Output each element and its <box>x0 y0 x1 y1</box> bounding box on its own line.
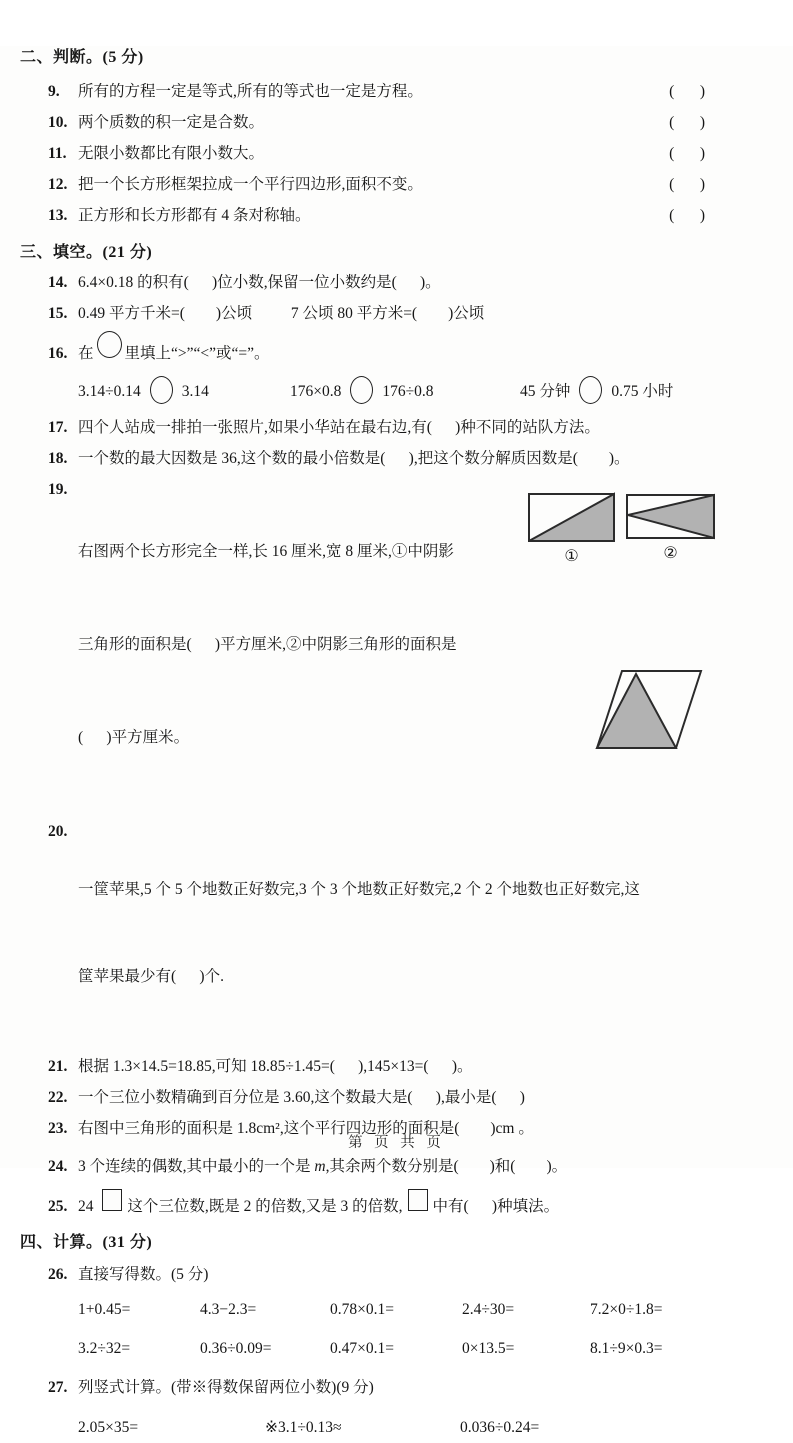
math-expression: 3.2÷32= <box>78 1340 131 1357</box>
question-text-post: 里填上“>”“<”或“=”。 <box>124 345 270 362</box>
square-blank-icon <box>408 1189 428 1211</box>
question-14 <box>48 267 793 298</box>
shaded-triangle <box>628 495 714 538</box>
question-text-post: ,其余两个数分别是( )和( )。 <box>325 1158 568 1175</box>
question-16 <box>48 331 793 370</box>
question-number: 24. <box>48 1158 68 1175</box>
question-12 <box>48 169 793 200</box>
question-text-pre: 3 个连续的偶数,其中最小的一个是 <box>78 1158 315 1175</box>
question-20 <box>48 817 793 1049</box>
question-number: 27. <box>48 1379 68 1396</box>
mental-math-row-1 <box>78 1290 793 1329</box>
question-text <box>78 474 550 815</box>
question-13 <box>48 200 793 231</box>
question-number: 14. <box>48 274 68 291</box>
question-17 <box>48 412 793 443</box>
answer-bracket: ( ) <box>669 176 707 193</box>
question-text: 0.49 平方千米=( )公顷 7 公顷 80 平方米=( )公顷 <box>78 305 485 322</box>
comparison-item <box>290 374 520 410</box>
question-line: ( )平方厘米。 <box>78 729 190 746</box>
rectangle-wedge-diagram <box>626 493 715 539</box>
question-number: 18. <box>48 450 68 467</box>
variable-m: m <box>314 1158 326 1175</box>
question-18 <box>48 443 793 474</box>
compare-right: 0.75 小时 <box>611 383 674 400</box>
exam-paper-page <box>0 46 793 1436</box>
parallelogram-diagram <box>594 666 704 752</box>
square-blank-icon <box>102 1189 122 1211</box>
question-number: 20. <box>48 823 68 840</box>
rectangle-diagonal-diagram <box>528 493 615 542</box>
page-footer: 第 页 共 页 <box>348 1135 445 1151</box>
comparison-row <box>78 374 793 410</box>
question-number: 16. <box>48 345 68 362</box>
question-text: 一个三位小数精确到百分位是 3.60,这个数最大是( ),最小是( ) <box>78 1089 525 1106</box>
math-expression: 0.36÷0.09= <box>200 1340 272 1357</box>
math-expression: 8.1÷9×0.3= <box>590 1340 663 1357</box>
question-number: 22. <box>48 1089 68 1106</box>
rectangle-figure-1 <box>528 493 615 565</box>
question-text: 四个人站成一排拍一张照片,如果小华站在最右边,有( )种不同的站队方法。 <box>78 419 600 436</box>
compare-right: 3.14 <box>181 383 209 400</box>
question-number: 21. <box>48 1058 68 1075</box>
answer-bracket: ( ) <box>669 114 707 131</box>
question-number: 26. <box>48 1266 68 1283</box>
question-25 <box>48 1189 793 1223</box>
question-text-post: 中有( )种填法。 <box>432 1198 560 1215</box>
circle-blank-icon <box>350 376 373 404</box>
answer-bracket: ( ) <box>669 83 707 100</box>
question-line: 右图两个长方形完全一样,长 16 厘米,宽 8 厘米,①中阴影 <box>78 543 454 560</box>
math-expression: 1+0.45= <box>78 1301 131 1318</box>
math-expression: 0.036÷0.24= <box>460 1419 540 1436</box>
column-calculation-row <box>78 1412 793 1443</box>
question-text: 右图中三角形的面积是 1.8cm²,这个平行四边形的面积是( )cm 。 <box>78 1120 534 1137</box>
question-title: 列竖式计算。(带※得数保留两位小数)(9 分) <box>78 1379 374 1396</box>
answer-bracket: ( ) <box>669 145 707 162</box>
section-judge-title: 二、判断。(5 分) <box>20 49 144 66</box>
section-fill-title: 三、填空。(21 分) <box>20 244 153 261</box>
question-number: 10. <box>48 114 68 131</box>
question-text: 两个质数的积一定是合数。 <box>78 114 265 131</box>
mental-math-row-2 <box>78 1329 793 1368</box>
math-expression: 2.4÷30= <box>462 1301 515 1318</box>
section-calc-title: 四、计算。(31 分) <box>20 1234 153 1251</box>
question-number: 13. <box>48 207 68 224</box>
question-15 <box>48 298 793 329</box>
math-expression: 7.2×0÷1.8= <box>590 1301 663 1318</box>
math-expression: 4.3−2.3= <box>200 1301 257 1318</box>
question-24 <box>48 1151 793 1182</box>
figure-label-2: ② <box>663 545 678 562</box>
math-expression: 0×13.5= <box>462 1340 515 1357</box>
math-expression: 0.78×0.1= <box>330 1301 394 1318</box>
question-text: 所有的方程一定是等式,所有的等式也一定是方程。 <box>78 83 423 100</box>
question-text <box>78 817 640 1049</box>
question-text: 无限小数都比有限小数大。 <box>78 145 265 162</box>
compare-right: 176÷0.8 <box>382 383 434 400</box>
comparison-item <box>78 374 290 410</box>
question-number: 9. <box>48 83 60 100</box>
question-number: 11. <box>48 145 67 162</box>
question-11 <box>48 138 793 169</box>
circle-blank-icon <box>579 376 602 404</box>
question-number: 15. <box>48 305 68 322</box>
rectangle-figure-2 <box>626 493 715 565</box>
answer-bracket: ( ) <box>669 207 707 224</box>
comparison-item <box>520 374 673 410</box>
question-line: 一筐苹果,5 个 5 个地数正好数完,3 个 3 个地数正好数完,2 个 2 个地数也正好数完,这 <box>78 881 640 898</box>
question-21 <box>48 1051 793 1082</box>
question-line: 三角形的面积是( )平方厘米,②中阴影三角形的面积是 <box>78 636 457 653</box>
question-26 <box>48 1259 793 1290</box>
question-27 <box>48 1372 793 1403</box>
shaded-triangle <box>529 494 614 541</box>
math-expression: ※3.1÷0.13≈ <box>265 1419 342 1436</box>
question-line: 筐苹果最少有( )个. <box>78 968 224 985</box>
question-text: 把一个长方形框架拉成一个平行四边形,面积不变。 <box>78 176 423 193</box>
question-number: 19. <box>48 481 68 498</box>
math-expression: 0.47×0.1= <box>330 1340 394 1357</box>
parallelogram-figure <box>594 666 704 752</box>
compare-left: 3.14÷0.14 <box>78 383 141 400</box>
rectangles-figure <box>528 493 715 565</box>
question-text: 一个数的最大因数是 36,这个数的最小倍数是( ),把这个数分解质因数是( )。 <box>78 450 630 467</box>
question-text: 正方形和长方形都有 4 条对称轴。 <box>78 207 311 224</box>
circle-blank-icon <box>97 331 122 358</box>
figure-label-1: ① <box>564 548 579 565</box>
question-10 <box>48 107 793 138</box>
math-expression: 2.05×35= <box>78 1419 139 1436</box>
question-number: 12. <box>48 176 68 193</box>
question-number: 17. <box>48 419 68 436</box>
compare-left: 176×0.8 <box>290 383 342 400</box>
question-text-pre: 在 <box>78 345 94 362</box>
question-number: 25. <box>48 1198 68 1215</box>
question-text: 根据 1.3×14.5=18.85,可知 18.85÷1.45=( ),145×13=( )。 <box>78 1058 473 1075</box>
question-text-pre: 24 <box>78 1198 98 1215</box>
circle-blank-icon <box>150 376 173 404</box>
compare-left: 45 分钟 <box>520 383 571 400</box>
question-title: 直接写得数。(5 分) <box>78 1266 209 1283</box>
question-number: 23. <box>48 1120 68 1137</box>
question-9 <box>48 76 793 107</box>
question-text: 6.4×0.18 的积有( )位小数,保留一位小数约是( )。 <box>78 274 441 291</box>
question-text-mid: 这个三位数,既是 2 的倍数,又是 3 的倍数, <box>127 1198 403 1215</box>
question-22 <box>48 1082 793 1113</box>
